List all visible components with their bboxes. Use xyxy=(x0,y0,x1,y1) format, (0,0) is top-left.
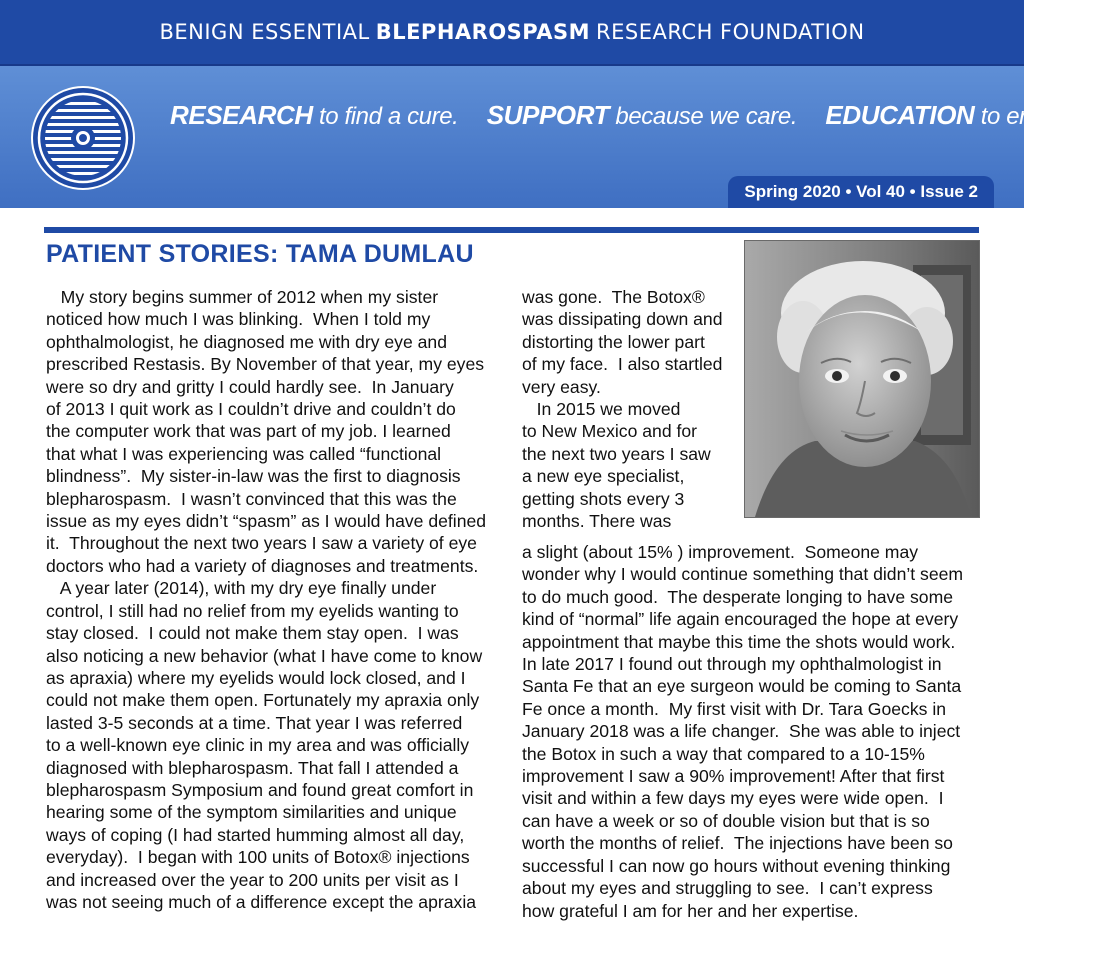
eye-logo-icon xyxy=(31,86,135,190)
right-bottom-column-line: improvement I saw a 90% improvement! After that first xyxy=(522,766,945,787)
foundation-name-prefix: BENIGN ESSENTIAL xyxy=(159,20,370,44)
left-column-line: prescribed Restasis. By November of that year, my eyes xyxy=(46,354,485,375)
article-column-right-top xyxy=(522,286,734,532)
right-bottom-column-line: Fe once a month. My first visit with Dr. Tara Goecks in xyxy=(522,698,947,719)
left-column-line: ophthalmologist, he diagnosed me with dry eye and xyxy=(46,331,447,352)
left-column-line: My story begins summer of 2012 when my sister xyxy=(46,287,439,307)
patient-portrait-photo xyxy=(744,240,980,518)
tagline-education: EDUCATION xyxy=(825,100,975,130)
left-column-line: the computer work that was part of my job. I learned xyxy=(46,421,451,442)
left-column-line: it. Throughout the next two years I saw a variety of eye xyxy=(46,533,477,554)
left-column-line: issue as my eyes didn’t “spasm” as I would have defined xyxy=(46,511,487,532)
left-column-line: to a well-known eye clinic in my area and was officially xyxy=(46,735,470,756)
mission-banner xyxy=(0,66,1106,208)
left-column-line: of 2013 I quit work as I couldn’t drive and couldn’t do xyxy=(46,399,456,420)
right-bottom-column-line: kind of “normal” life again encouraged the hope at every xyxy=(522,609,959,630)
left-column-line: as apraxia) where my eyelids would lock closed, and I xyxy=(46,667,466,688)
right-bottom-column-line: January 2018 was a life changer. She was able to inject xyxy=(522,721,961,742)
right-top-column-line: very easy. xyxy=(522,376,601,397)
right-top-column-line: to New Mexico and for xyxy=(522,421,698,442)
left-column-line: blepharospasm. I wasn’t convinced that this was the xyxy=(46,488,457,509)
right-top-column-line: In 2015 we moved xyxy=(522,399,681,420)
left-column-line: that what I was experiencing was called “functional xyxy=(46,443,442,464)
right-bottom-column-line: how grateful I am for her and her expertise. xyxy=(522,900,859,921)
foundation-name-suffix: RESEARCH FOUNDATION xyxy=(596,20,865,44)
right-top-column-line: getting shots every 3 xyxy=(522,488,685,509)
right-top-column-line: was gone. The Botox® xyxy=(522,287,705,307)
right-bottom-column-line: Santa Fe that an eye surgeon would be coming to Santa xyxy=(522,676,962,697)
left-column-line: blepharospasm Symposium and found great comfort in xyxy=(46,779,474,800)
article-column-right-bottom xyxy=(522,541,982,922)
right-top-column-line: the next two years I saw xyxy=(522,443,711,464)
left-column-line: also noticing a new behavior (what I have come to know xyxy=(46,645,483,666)
left-column-line: A year later (2014), with my dry eye finally under xyxy=(46,578,437,599)
right-bottom-column-line: wonder why I would continue something that didn’t seem xyxy=(522,564,964,585)
left-column-line: were so dry and gritty I could hardly see. In January xyxy=(46,376,454,397)
right-bottom-column-line: about my eyes and struggling to see. I can’t express xyxy=(522,878,933,899)
left-column-line: control, I still had no relief from my eyelids wanting to xyxy=(46,600,459,621)
tagline-research: RESEARCH xyxy=(170,100,313,130)
right-bottom-column-line: In late 2017 I found out through my ophthalmologist in xyxy=(522,654,942,675)
foundation-name-bold: BLEPHAROSPASM xyxy=(375,20,591,44)
right-top-column-line: of my face. I also startled xyxy=(522,354,723,375)
right-bottom-column-line: a slight (about 15% ) improvement. Someone may xyxy=(522,542,919,562)
tagline-education-text: to enlighten. xyxy=(980,103,1106,130)
left-column-line: doctors who had a variety of diagnoses and treatments. xyxy=(46,555,479,576)
left-column-line: noticed how much I was blinking. When I told my xyxy=(46,309,431,330)
right-bottom-column-line: worth the months of relief. The injections have been so xyxy=(522,833,953,854)
right-bottom-column-line: successful I can now go hours without evening thinking xyxy=(522,855,951,876)
right-top-column-line: was dissipating down and xyxy=(522,309,723,330)
left-column-line: lasted 3-5 seconds at a time. That year I was referred xyxy=(46,712,463,733)
article-title: PATIENT STORIES: TAMA DUMLAU xyxy=(46,240,474,268)
foundation-name-bar xyxy=(0,0,1024,66)
article-column-left xyxy=(46,286,508,913)
section-divider xyxy=(44,227,979,233)
left-column-line: diagnosed with blepharospasm. That fall I attended a xyxy=(46,757,459,778)
left-column-line: hearing some of the symptom similarities and unique xyxy=(46,802,457,823)
left-column-line: blindness”. My sister-in-law was the first to diagnosis xyxy=(46,466,461,487)
left-column-line: everyday). I began with 100 units of Botox® injections xyxy=(46,847,470,868)
issue-label: Spring 2020 • Vol 40 • Issue 2 xyxy=(728,176,994,208)
tagline-support: SUPPORT xyxy=(486,100,610,130)
right-bottom-column-line: the Botox in such a way that compared to a 10-15% xyxy=(522,743,925,764)
right-top-column-line: a new eye specialist, xyxy=(522,466,685,487)
left-column-line: stay closed. I could not make them stay open. I was xyxy=(46,623,459,644)
right-bottom-column-line: appointment that maybe this time the shots would work. xyxy=(522,631,956,652)
left-column-line: was not seeing much of a difference except the apraxia xyxy=(46,891,477,912)
left-column-line: ways of coping (I had started humming almost all day, xyxy=(46,824,465,845)
left-column-line: and increased over the year to 200 units per visit as I xyxy=(46,869,459,890)
right-bottom-column-line: to do much good. The desperate longing to have some xyxy=(522,586,954,607)
left-column-line: could not make them open. Fortunately my apraxia only xyxy=(46,690,480,711)
tagline-support-text: because we care. xyxy=(615,103,798,130)
tagline-research-text: to find a cure. xyxy=(319,103,459,130)
right-bottom-column-line: visit and within a few days my eyes were wide open. I xyxy=(522,788,944,809)
right-top-column-line: months. There was xyxy=(522,511,672,532)
mission-tagline xyxy=(170,100,1106,131)
right-top-column-line: distorting the lower part xyxy=(522,331,705,352)
right-bottom-column-line: can have a week or so of double vision but that is so xyxy=(522,810,930,831)
